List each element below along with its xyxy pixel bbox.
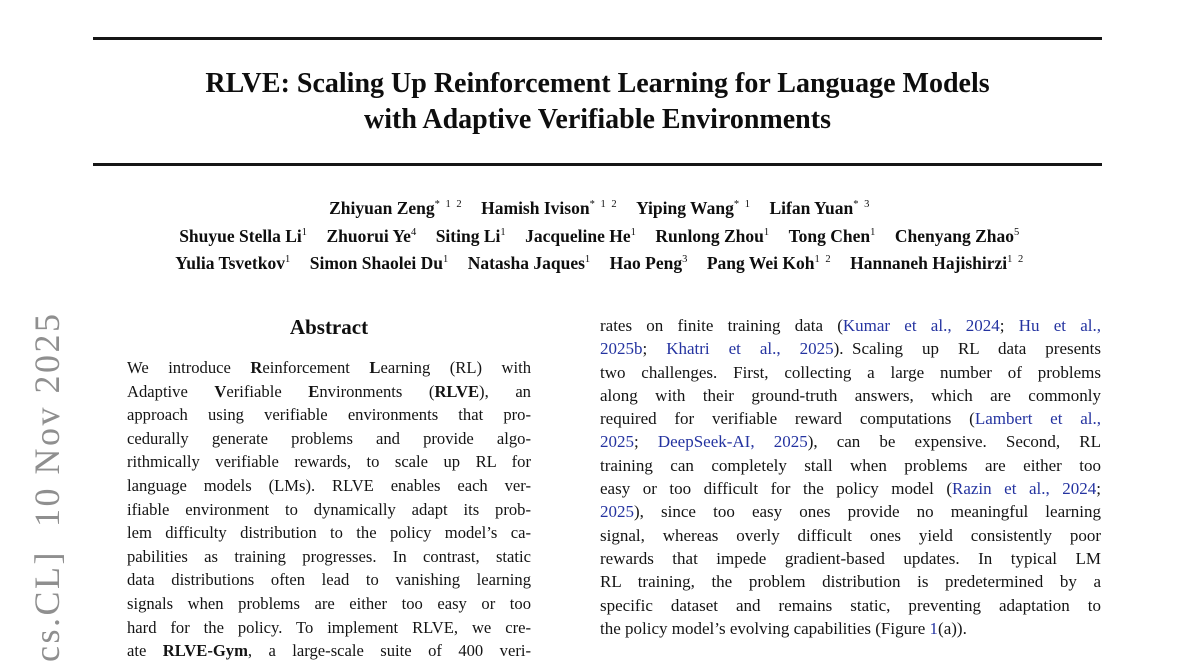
authors-row-3 [40, 250, 1160, 278]
authors-row-1 [40, 195, 1160, 223]
text-segment: signals when problems are either too easy or too [127, 593, 531, 613]
text-line [600, 407, 1101, 430]
author-affiliation-sup: 1 [870, 226, 877, 238]
text-line [127, 450, 531, 474]
text-segment: RLVE-Gym [162, 641, 248, 661]
author-affiliation-sup: 1 [763, 226, 771, 238]
text-line [127, 639, 531, 663]
author-name [175, 253, 292, 273]
author-name [310, 253, 450, 273]
text-segment: ; [1096, 479, 1101, 499]
text-segment: two challenges. First, collecting a large number of problems [600, 362, 1101, 382]
abstract-body [127, 356, 531, 663]
author-name [436, 226, 507, 246]
text-line [127, 616, 531, 640]
text-segment: earning (RL) with [380, 358, 532, 377]
text-line [127, 474, 531, 498]
author-affiliation-sup: 1 [630, 226, 638, 238]
text-segment: pabilities as training progresses. In contrast, static [127, 546, 531, 566]
text-line [127, 427, 531, 451]
text-line [600, 617, 1101, 640]
author-name [468, 253, 592, 273]
text-segment: RL training, the problem distribution is predetermined by a [600, 572, 1101, 592]
text-segment: easy or too difficult for the policy model ( [600, 479, 952, 499]
author-name-text: Zhuorui Ye [326, 225, 411, 246]
author-name-text: Simon Shaolei Du [309, 253, 443, 273]
author-name [636, 198, 751, 218]
author-name-text: Yiping Wang [636, 198, 734, 218]
citation-link[interactable]: 2025 [600, 502, 634, 522]
citation-link[interactable]: 1 [929, 618, 939, 638]
author-name-text: Runlong Zhou [655, 225, 764, 246]
author-name-text: Tong Chen [788, 225, 871, 246]
author-affiliation-sup: 1 [500, 226, 508, 238]
author-name [789, 226, 877, 246]
text-segment: hard for the policy. To implement RLVE, we cre- [127, 617, 531, 637]
author-affiliation-sup: 1 2 [1007, 254, 1025, 266]
text-line [600, 594, 1101, 617]
text-line [600, 337, 1101, 360]
text-segment: Adaptive [127, 381, 215, 401]
author-name-text: Lifan Yuan [769, 198, 854, 218]
author-affiliation-sup: * 1 2 [589, 199, 619, 211]
text-line [127, 568, 531, 592]
text-line [127, 403, 531, 427]
author-affiliation-sup: 1 2 [814, 254, 833, 266]
text-segment: along with their ground-truth answers, which are commonly [600, 385, 1101, 405]
author-affiliation-sup: 3 [682, 254, 689, 266]
author-affiliation-sup: 1 [301, 226, 309, 238]
text-segment: the policy model’s evolving capabilities (Figure [600, 618, 930, 638]
author-affiliation-sup: 1 [442, 254, 450, 266]
text-segment: rewards that impede gradient-based updates. In typical LM [600, 548, 1101, 568]
text-segment: einforcement [262, 358, 370, 377]
citation-link[interactable]: 2025 [600, 432, 634, 452]
paper-title-line2: with Adaptive Verifiable Environments [364, 104, 831, 135]
text-segment: ifiable environment to dynamically adapt its prob- [127, 499, 531, 519]
abstract-heading: Abstract [289, 315, 369, 339]
text-segment: ), an [479, 381, 531, 401]
text-line [127, 380, 531, 404]
text-line [600, 454, 1101, 477]
citation-link[interactable]: Hu et al., [1018, 316, 1101, 335]
text-segment: ). Scaling up RL data presents [833, 339, 1101, 359]
author-name [895, 226, 1021, 246]
author-affiliation-sup: 1 [584, 254, 592, 266]
text-segment: V [214, 381, 227, 401]
text-line [127, 545, 531, 569]
citation-link[interactable]: Razin et al., 2024 [951, 479, 1097, 499]
author-name-text: Hamish Ivison [481, 198, 590, 218]
text-line [600, 500, 1101, 523]
author-name-text: Hannaneh Hajishirzi [850, 253, 1008, 273]
text-line [600, 477, 1101, 500]
author-name-text: Jacqueline He [525, 225, 631, 246]
author-name-text: Siting Li [435, 225, 501, 246]
text-segment: ), since too easy ones provide no meaningful learning [634, 502, 1101, 522]
text-segment: required for verifiable reward computations ( [600, 409, 975, 429]
author-affiliation-sup: * 1 2 [434, 199, 464, 211]
top-rule [93, 37, 1102, 40]
text-line [600, 361, 1101, 384]
text-segment: signal, whereas overly difficult ones yield consistently poor [600, 525, 1101, 545]
author-affiliation-sup: 1 [284, 254, 292, 266]
text-segment: specific dataset and remains static, preventing adaptation to [600, 595, 1101, 615]
text-line [127, 356, 531, 380]
text-line [127, 521, 531, 545]
author-name [179, 226, 308, 246]
text-segment: rithmically verifiable rewards, to scale up RL for [127, 452, 531, 472]
text-segment: E [308, 381, 320, 401]
text-line [127, 498, 531, 522]
text-segment: ), can be expensive. Second, RL [807, 432, 1101, 452]
author-name-text: Natasha Jaques [467, 253, 585, 273]
authors-row-2 [40, 223, 1160, 251]
text-segment: , a large-scale suite of 400 veri- [247, 641, 531, 661]
paper-title [93, 66, 1102, 138]
author-name [850, 253, 1025, 273]
citation-link[interactable]: Khatri et al., 2025 [666, 339, 834, 359]
author-affiliation-sup: * 3 [853, 199, 871, 211]
introduction-column [600, 314, 1101, 640]
author-affiliation-sup: 4 [410, 226, 418, 238]
text-segment: L [369, 358, 381, 377]
mid-rule [93, 163, 1102, 166]
author-name [707, 253, 832, 273]
citation-link[interactable]: DeepSeek-AI, 2025 [657, 432, 808, 452]
author-name [655, 226, 770, 246]
text-segment: ; [999, 316, 1019, 335]
author-name [327, 226, 418, 246]
author-name [525, 226, 637, 246]
paper-title-line1: RLVE: Scaling Up Reinforcement Learning for Language Models [205, 68, 990, 99]
citation-link[interactable]: 2025b [600, 339, 643, 359]
text-segment: data distributions often lead to vanishing learning [127, 570, 531, 590]
text-segment: lem difficulty distribution to the policy model’s ca- [127, 523, 531, 543]
author-name-text: Chenyang Zhao [894, 225, 1015, 246]
text-line [600, 524, 1101, 547]
text-segment: RLVE [434, 381, 480, 401]
text-segment: training can completely stall when problems are either too [600, 455, 1101, 475]
text-line [600, 384, 1101, 407]
author-name-text: Zhiyuan Zeng [329, 198, 435, 218]
text-segment: erifiable [226, 381, 309, 401]
authors-block [40, 195, 1160, 278]
text-segment: approach using verifiable environments that pro- [127, 405, 531, 425]
text-segment: nvironments ( [319, 381, 435, 401]
author-name [481, 198, 618, 218]
text-segment: cedurally generate problems and provide algo- [127, 428, 531, 448]
abstract-section [127, 312, 531, 663]
text-segment: (a)). [938, 618, 967, 638]
author-name [329, 198, 463, 218]
text-segment: language models (LMs). RLVE enables each ver- [127, 475, 531, 495]
author-name [769, 198, 870, 218]
text-segment: We introduce [127, 358, 251, 377]
author-name-text: Yulia Tsvetkov [175, 253, 285, 273]
author-name-text: Pang Wei Koh [706, 253, 815, 273]
text-line [600, 430, 1101, 453]
arxiv-stamp: cs.CL] 10 Nov 2025 [27, 311, 67, 662]
text-line [600, 570, 1101, 593]
author-name-text: Hao Peng [609, 253, 683, 273]
text-segment: ; [642, 339, 667, 359]
text-line [600, 547, 1101, 570]
author-affiliation-sup: 5 [1014, 226, 1021, 238]
author-name [610, 253, 689, 273]
text-segment: ; [634, 432, 658, 452]
text-line [600, 314, 1101, 337]
author-affiliation-sup: * 1 [733, 199, 752, 211]
citation-link[interactable]: Kumar et al., 2024 [842, 316, 1000, 335]
author-name-text: Shuyue Stella Li [179, 225, 302, 246]
text-line [127, 592, 531, 616]
citation-link[interactable]: Lambert et al., [974, 409, 1101, 429]
text-segment: R [250, 358, 263, 377]
text-segment: rates on finite training data ( [600, 316, 843, 335]
text-segment: ate [127, 641, 163, 661]
